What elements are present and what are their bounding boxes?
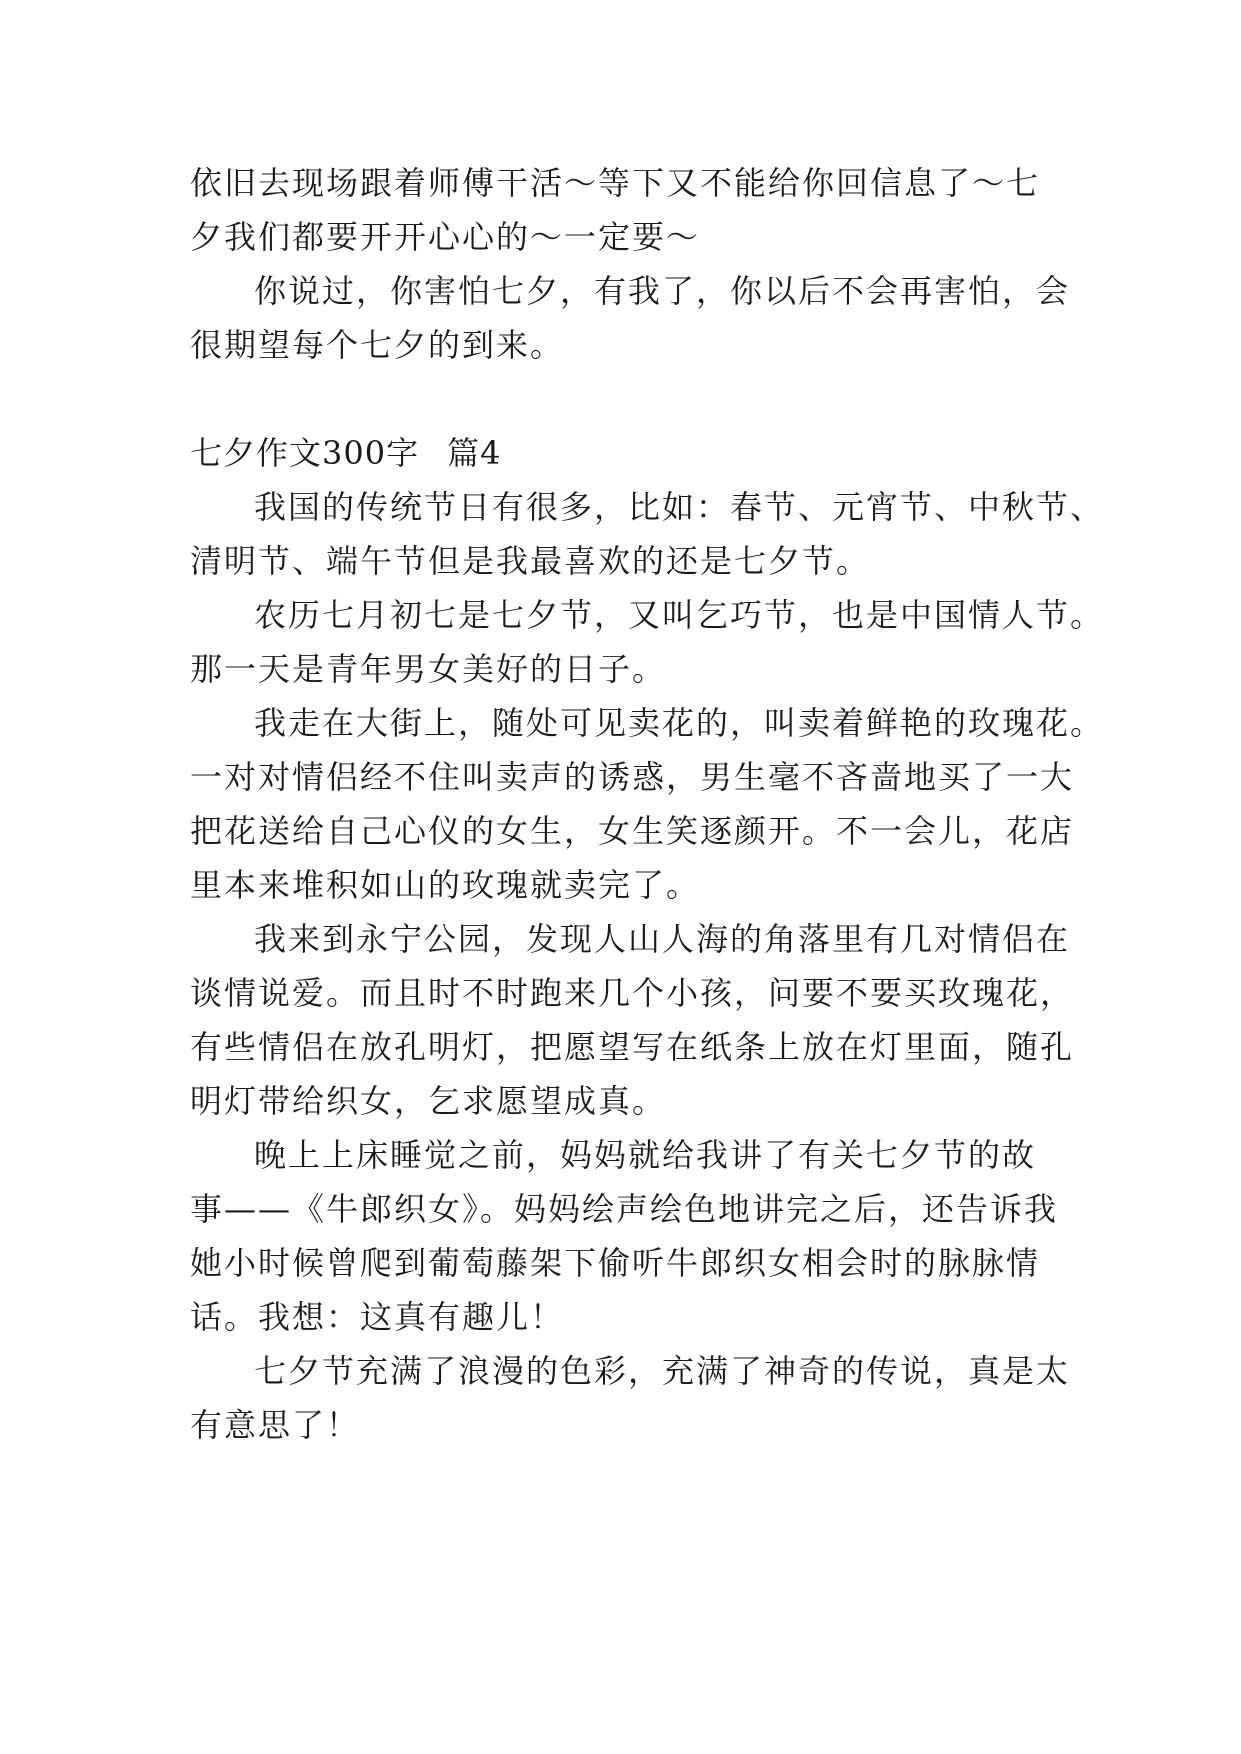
text-line: 事——《牛郎织女》。妈妈绘声绘色地讲完之后，还告诉我 [190,1190,1059,1228]
text-line: 明灯带给织女，乞求愿望成真。 [190,1082,667,1120]
text-line: 晚上上床睡觉之前，妈妈就给我讲了有关七夕节的故 [254,1136,1037,1174]
paragraph [190,480,1105,588]
text-line: 七夕节充满了浪漫的色彩，充满了神奇的传说，真是太 [254,1352,1071,1390]
paragraph [190,264,1071,372]
text-line: 很期望每个七夕的到来。 [190,326,565,364]
text-line: 你说过，你害怕七夕，有我了，你以后不会再害怕，会 [254,272,1071,310]
text-line: 农历七月初七是七夕节，又叫乞巧节，也是中国情人节。 [254,596,1105,634]
text-line: 依旧去现场跟着师傅干活～等下又不能给你回信息了～七 [190,164,1041,202]
text-line: 把花送给自己心仪的女生，女生笑逐颜开。不一会儿，花店 [190,812,1075,850]
text-line: 我国的传统节日有很多，比如：春节、元宵节、中秋节、 [254,488,1105,526]
section-title: 七夕作文300字 [190,434,420,472]
text-line: 有意思了！ [190,1406,361,1444]
paragraph [190,1344,1071,1452]
paragraph [190,912,1075,1128]
text-line: 她小时候曾爬到葡萄藤架下偷听牛郎织女相会时的脉脉情 [190,1244,1041,1282]
paragraph [190,696,1105,912]
paragraph [190,1128,1060,1344]
section-heading [190,426,1060,480]
text-line: 那一天是青年男女美好的日子。 [190,650,667,688]
section-part: 篇4 [447,434,502,472]
text-line: 夕我们都要开开心心的～一定要～ [190,218,701,256]
text-line: 清明节、端午节但是我最喜欢的还是七夕节。 [190,542,871,580]
text-line: 一对对情侣经不住叫卖声的诱惑，男生毫不吝啬地买了一大 [190,758,1075,796]
document-page [190,156,1105,1452]
text-line: 我走在大街上，随处可见卖花的，叫卖着鲜艳的玫瑰花。 [254,704,1105,742]
paragraph [190,156,1060,264]
text-line: 有些情侣在放孔明灯，把愿望写在纸条上放在灯里面，随孔 [190,1028,1075,1066]
text-line: 里本来堆积如山的玫瑰就卖完了。 [190,866,701,904]
text-line: 我来到永宁公园，发现人山人海的角落里有几对情侣在 [254,920,1071,958]
text-line: 谈情说爱。而且时不时跑来几个小孩，问要不要买玫瑰花， [190,974,1075,1012]
text-line: 话。我想：这真有趣儿！ [190,1298,565,1336]
paragraph [190,588,1105,696]
